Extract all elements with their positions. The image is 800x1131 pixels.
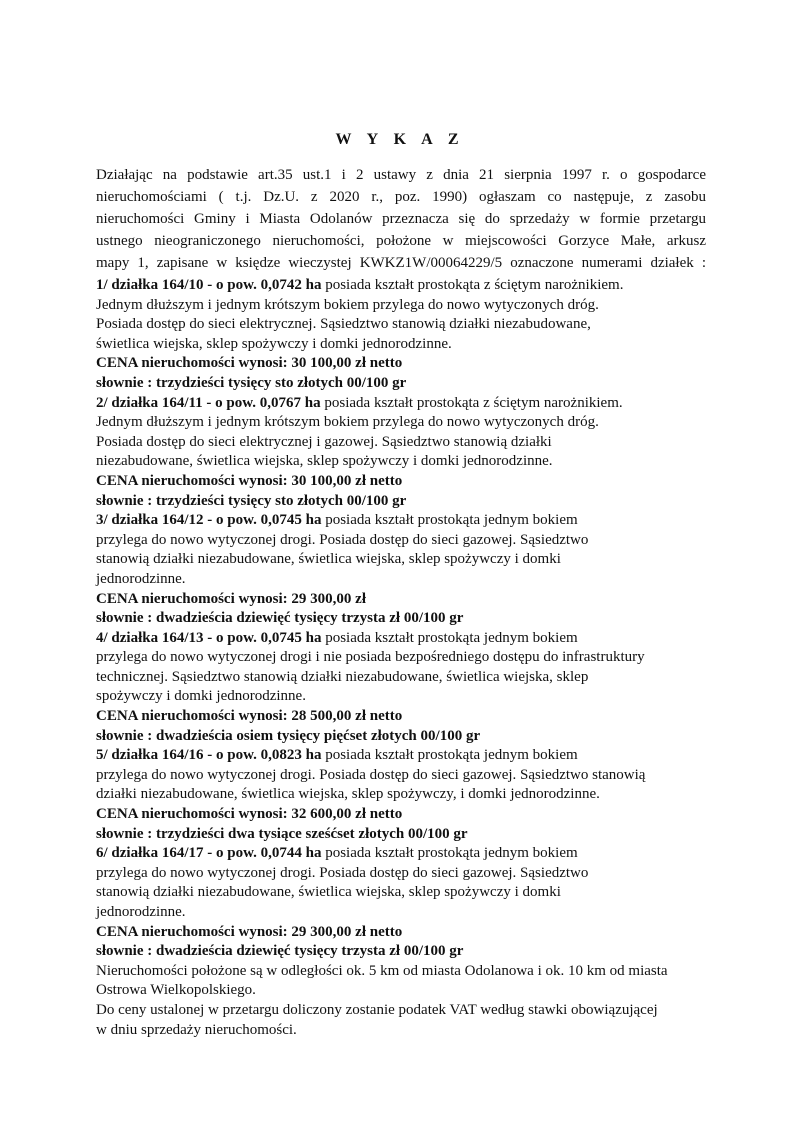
plot-heading <box>96 844 716 864</box>
plot-price: CENA nieruchomości wynosi: 30 100,00 zł netto <box>96 472 403 489</box>
plot-heading <box>96 746 716 766</box>
intro-line: mapy 1, zapisane w księdze wieczystej KWKZ1W/00064229/5 oznaczone numerami działek : <box>96 255 706 271</box>
plot-price: CENA nieruchomości wynosi: 30 100,00 zł netto <box>96 355 403 372</box>
intro-line: nieruchomości Gminy i Miasta Odolanów przeznacza się do sprzedaży w formie przetargu <box>96 211 706 227</box>
plot-heading-bold: 6/ działka 164/17 - o pow. 0,0744 ha <box>96 845 322 862</box>
plot-heading <box>96 276 716 296</box>
intro-line: ustnego nieograniczonego nieruchomości, położone w miejscowości Gorzyce Małe, arkusz <box>96 233 706 249</box>
plot-price: CENA nieruchomości wynosi: 28 500,00 zł netto <box>96 708 403 725</box>
plot-description-line: Jednym dłuższym i jednym krótszym bokiem przylega do nowo wytyczonych dróg. <box>96 414 599 431</box>
plot-price-words: słownie : trzydzieści tysięcy sto złotych 00/100 gr <box>96 374 407 391</box>
plot-price-words: słownie : dwadzieścia dziewięć tysięcy trzysta zł 00/100 gr <box>96 943 464 960</box>
plot-description-line: jednorodzinne. <box>96 904 186 920</box>
plot-description-line: przylega do nowo wytyczonej drogi. Posiada dostęp do sieci gazowej. Sąsiedztwo <box>96 531 589 548</box>
plot-description-line: świetlica wiejska, sklep spożywczy i domki jednorodzinne. <box>96 335 452 352</box>
plot-description-line: technicznej. Sąsiedztwo stanowią działki niezabudowane, świetlica wiejska, sklep <box>96 668 589 685</box>
plot-entry <box>96 511 716 629</box>
plot-description-line: Posiada dostęp do sieci elektrycznej. Sąsiedztwo stanowią działki niezabudowane, <box>96 316 591 333</box>
plot-entry <box>96 629 716 747</box>
plot-description-line: jednorodzinne. <box>96 570 186 587</box>
plot-price: CENA nieruchomości wynosi: 29 300,00 zł netto <box>96 923 403 940</box>
intro-paragraph <box>96 164 706 274</box>
plot-entry <box>96 394 716 512</box>
plot-price: CENA nieruchomości wynosi: 32 600,00 zł netto <box>96 806 403 823</box>
plot-description-line: stanowią działki niezabudowane, świetlica wiejska, sklep spożywczy i domki <box>96 551 561 568</box>
closing-line: Nieruchomości położone są w odległości ok. 5 km od miasta Odolanowa i ok. 10 km od miasta <box>96 962 668 979</box>
plot-heading-bold: 5/ działka 164/16 - o pow. 0,0823 ha <box>96 747 322 764</box>
plot-heading-bold: 4/ działka 164/13 - o pow. 0,0745 ha <box>96 629 322 646</box>
plot-price-words: słownie : trzydzieści dwa tysiące sześćset złotych 00/100 gr <box>96 825 468 842</box>
plot-heading-rest: posiada kształt prostokąta jednym bokiem <box>321 512 578 529</box>
plots-list <box>96 276 716 1040</box>
plot-price-words: słownie : dwadzieścia osiem tysięcy pięćset złotych 00/100 gr <box>96 727 481 744</box>
intro-line: nieruchomościami ( t.j. Dz.U. z 2020 r., poz. 1990) ogłaszam co następuje, z zasobu <box>96 189 706 205</box>
closing-line: w dniu sprzedaży nieruchomości. <box>96 1021 297 1038</box>
plot-description-line: Jednym dłuższym i jednym krótszym bokiem przylega do nowo wytyczonych dróg. <box>96 296 599 313</box>
document-title: W Y K A Z <box>335 131 465 148</box>
plot-price: CENA nieruchomości wynosi: 29 300,00 zł <box>96 590 366 607</box>
closing-paragraph <box>96 962 716 1040</box>
plot-heading-bold: 2/ działka 164/11 - o pow. 0,0767 ha <box>96 394 321 411</box>
plot-description-line: stanowią działki niezabudowane, świetlica wiejska, sklep spożywczy i domki <box>96 884 561 901</box>
plot-description-line: Posiada dostęp do sieci elektrycznej i gazowej. Sąsiedztwo stanowią działki <box>96 433 552 450</box>
plot-heading-bold: 3/ działka 164/12 - o pow. 0,0745 ha <box>96 512 322 529</box>
plot-description-line: działki niezabudowane, świetlica wiejska, sklep spożywczy, i domki jednorodzinne. <box>96 786 600 803</box>
plot-price-words: słownie : dwadzieścia dziewięć tysięcy trzysta zł 00/100 gr <box>96 610 464 627</box>
plot-heading-rest: posiada kształt prostokąta z ściętym narożnikiem. <box>321 277 624 293</box>
plot-entry <box>96 746 716 844</box>
plot-entry <box>96 276 716 394</box>
plot-heading-rest: posiada kształt prostokąta z ściętym narożnikiem. <box>320 394 623 411</box>
plot-heading-rest: posiada kształt prostokąta jednym bokiem <box>321 747 578 764</box>
plot-description-line: przylega do nowo wytyczonej drogi. Posiada dostęp do sieci gazowej. Sąsiedztwo <box>96 864 589 881</box>
plot-description-line: przylega do nowo wytyczonej drogi. Posiada dostęp do sieci gazowej. Sąsiedztwo stanowią <box>96 766 646 783</box>
plot-heading <box>96 629 716 649</box>
plot-description-line: spożywczy i domki jednorodzinne. <box>96 688 306 705</box>
plot-heading-bold: 1/ działka 164/10 - o pow. 0,0742 ha <box>96 277 322 293</box>
closing-line: Do ceny ustalonej w przetargu doliczony zostanie podatek VAT według stawki obowiązującej <box>96 1001 658 1018</box>
closing-line: Ostrowa Wielkopolskiego. <box>96 982 256 999</box>
plot-heading <box>96 511 716 531</box>
plot-description-line: przylega do nowo wytyczonej drogi i nie posiada bezpośredniego dostępu do infrastruktury <box>96 649 645 666</box>
plot-heading-rest: posiada kształt prostokąta jednym bokiem <box>321 629 578 646</box>
plot-heading-rest: posiada kształt prostokąta jednym bokiem <box>321 845 578 862</box>
plot-heading <box>96 394 716 414</box>
plot-description-line: niezabudowane, świetlica wiejska, sklep spożywczy i domki jednorodzinne. <box>96 453 553 470</box>
plot-entry <box>96 844 716 962</box>
plot-price-words: słownie : trzydzieści tysięcy sto złotych 00/100 gr <box>96 492 407 509</box>
intro-line: Działając na podstawie art.35 ust.1 i 2 ustawy z dnia 21 sierpnia 1997 r. o gospodarce <box>96 167 706 183</box>
